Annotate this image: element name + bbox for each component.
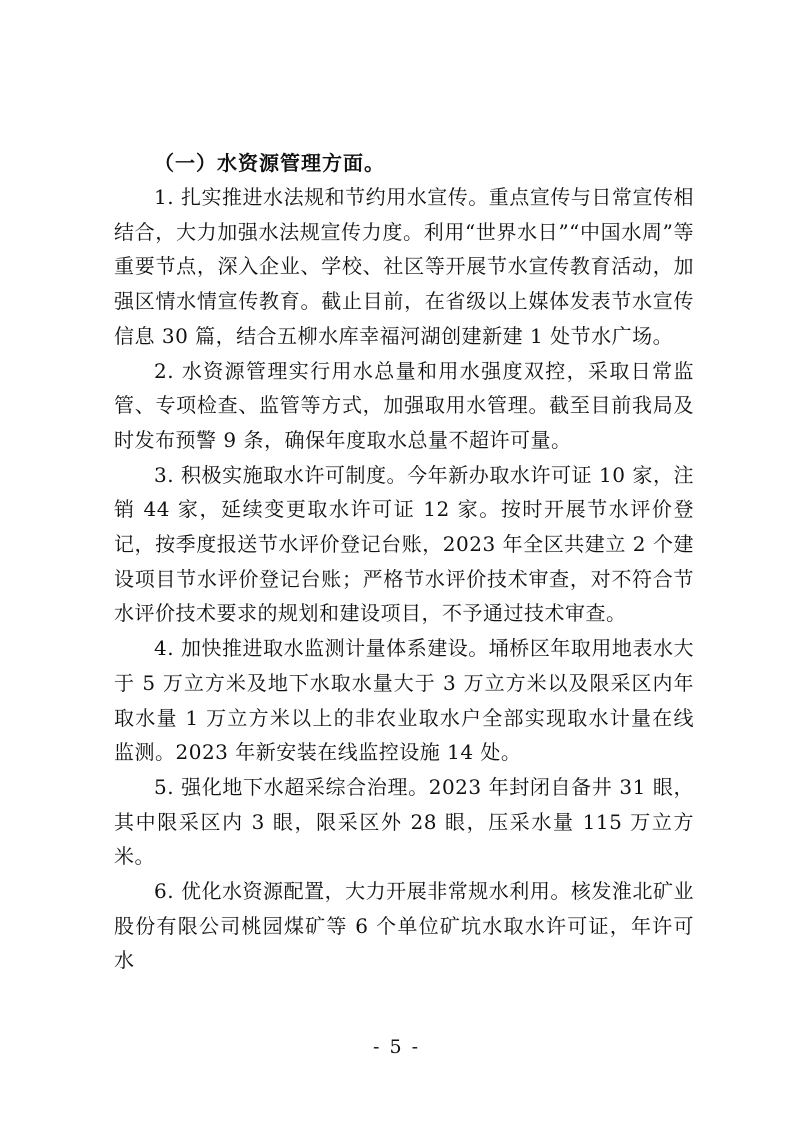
paragraph-6: 6. 优化水资源配置，大力开展非常规水利用。核发淮北矿业股份有限公司桃园煤矿等 6 个单位矿坑水取水许可证，年许可水 bbox=[114, 879, 694, 973]
section-heading: （一）水资源管理方面。 bbox=[154, 151, 385, 175]
paragraph-5: 5. 强化地下水超采综合治理。2023 年封闭自备井 31 眼，其中限采区内 3 眼，限采区外 28 眼，压采水量 115 万立方米。 bbox=[114, 774, 694, 869]
paragraph-2: 2. 水资源管理实行用水总量和用水强度双控，采取日常监管、专项检查、监管等方式，加强取用水管理。截至目前我局及时发布预警 9 条，确保年度取水总量不超许可量。 bbox=[114, 358, 694, 452]
paragraph-3: 3. 积极实施取水许可制度。今年新办取水许可证 10 家，注销 44 家，延续变更取水许可证 12 家。按时开展节水评价登记，按季度报送节水评价登记台账，2023 年全区共建立 2 个建设项目节水评价登记台账；严格节水评价技术审查，对不符合节水评价技术要求的规划和建设项目，不予通过技术审查。 bbox=[114, 462, 694, 626]
paragraph-1: 1. 扎实推进水法规和节约用水宣传。重点宣传与日常宣传相结合，大力加强水法规宣传力度。利用“世界水日”“中国水周”等重要节点，深入企业、学校、社区等开展节水宣传教育活动，加强区情水情宣传教育。截止目前，在省级以上媒体发表节水宣传信息 30 篇，结合五柳水库幸福河湖创建新建 1 处节水广场。 bbox=[114, 185, 694, 348]
paragraph-4: 4. 加快推进取水监测计量体系建设。埇桥区年取用地表水大于 5 万立方米及地下水取水量大于 3 万立方米以及限采区内年取水量 1 万立方米以上的非农业取水户全部实现取水计量在线监测。2023 年新安装在线监控设施 14 处。 bbox=[114, 636, 694, 765]
page-number: - 5 - bbox=[372, 1036, 420, 1058]
document-body bbox=[114, 146, 694, 978]
